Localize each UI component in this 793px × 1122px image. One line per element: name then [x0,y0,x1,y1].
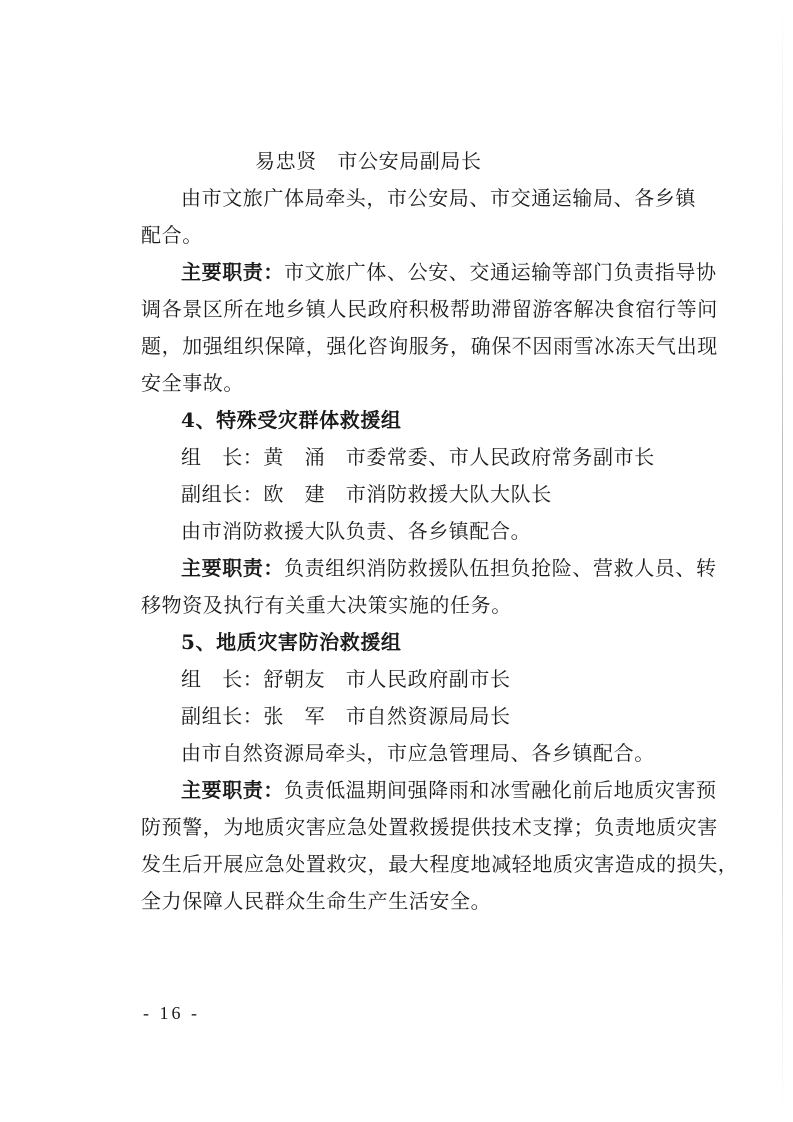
scan-edge [782,0,783,1122]
leader-line: 易忠贤 市公安局副局长 [255,149,482,173]
paragraph-line: 防预警，为地质灾害应急处置救援提供技术支撑；负责地质灾害 [141,815,718,839]
paragraph-line: 移物资及执行有关重大决策实施的任务。 [141,593,512,617]
paragraph-line: 配合。 [141,223,203,247]
duty-text: 市文旅广体、公安、交通运输等部门负责指导协 [284,260,717,284]
duty-text: 负责低温期间强降雨和冰雪融化前后地质灾害预 [284,778,717,802]
paragraph-line: 题，加强组织保障，强化咨询服务，确保不因雨雪冰冻天气出现 [141,334,718,358]
paragraph-line: 全力保障人民群众生命生产生活安全。 [141,889,492,913]
paragraph-line: 调各景区所在地乡镇人民政府积极帮助滞留游客解决食宿行等问 [141,297,718,321]
paragraph-line: 由市自然资源局牵头，市应急管理局、各乡镇配合。 [181,741,655,765]
paragraph-line: 由市文旅广体局牵头，市公安局、市交通运输局、各乡镇 [181,186,696,210]
paragraph-line: 安全事故。 [141,371,244,395]
duty-text: 负责组织消防救援队伍担负抢险、营救人员、转 [284,556,717,580]
duty-line [141,772,717,809]
duty-label: 主要职责： [181,260,284,284]
leader-line: 组 长：舒朝友 市人民政府副市长 [181,667,511,691]
section-heading: 5、地质灾害防治救援组 [181,630,402,654]
leader-line: 组 长：黄 涌 市委常委、市人民政府常务副市长 [181,445,655,469]
page-number: - 16 - [143,1003,200,1023]
duty-line [141,254,717,291]
paragraph-line: 发生后开展应急处置救灾，最大程度地减轻地质灾害造成的损失， [141,852,739,876]
document-body [141,143,739,920]
leader-line: 副组长：张 军 市自然资源局局长 [181,704,511,728]
duty-label: 主要职责： [181,556,284,580]
paragraph-line: 由市消防救援大队负责、各乡镇配合。 [181,519,532,543]
leader-line: 副组长：欧 建 市消防救援大队大队长 [181,482,552,506]
section-heading: 4、特殊受灾群体救援组 [181,408,402,432]
duty-label: 主要职责： [181,778,284,802]
duty-line [141,550,717,587]
